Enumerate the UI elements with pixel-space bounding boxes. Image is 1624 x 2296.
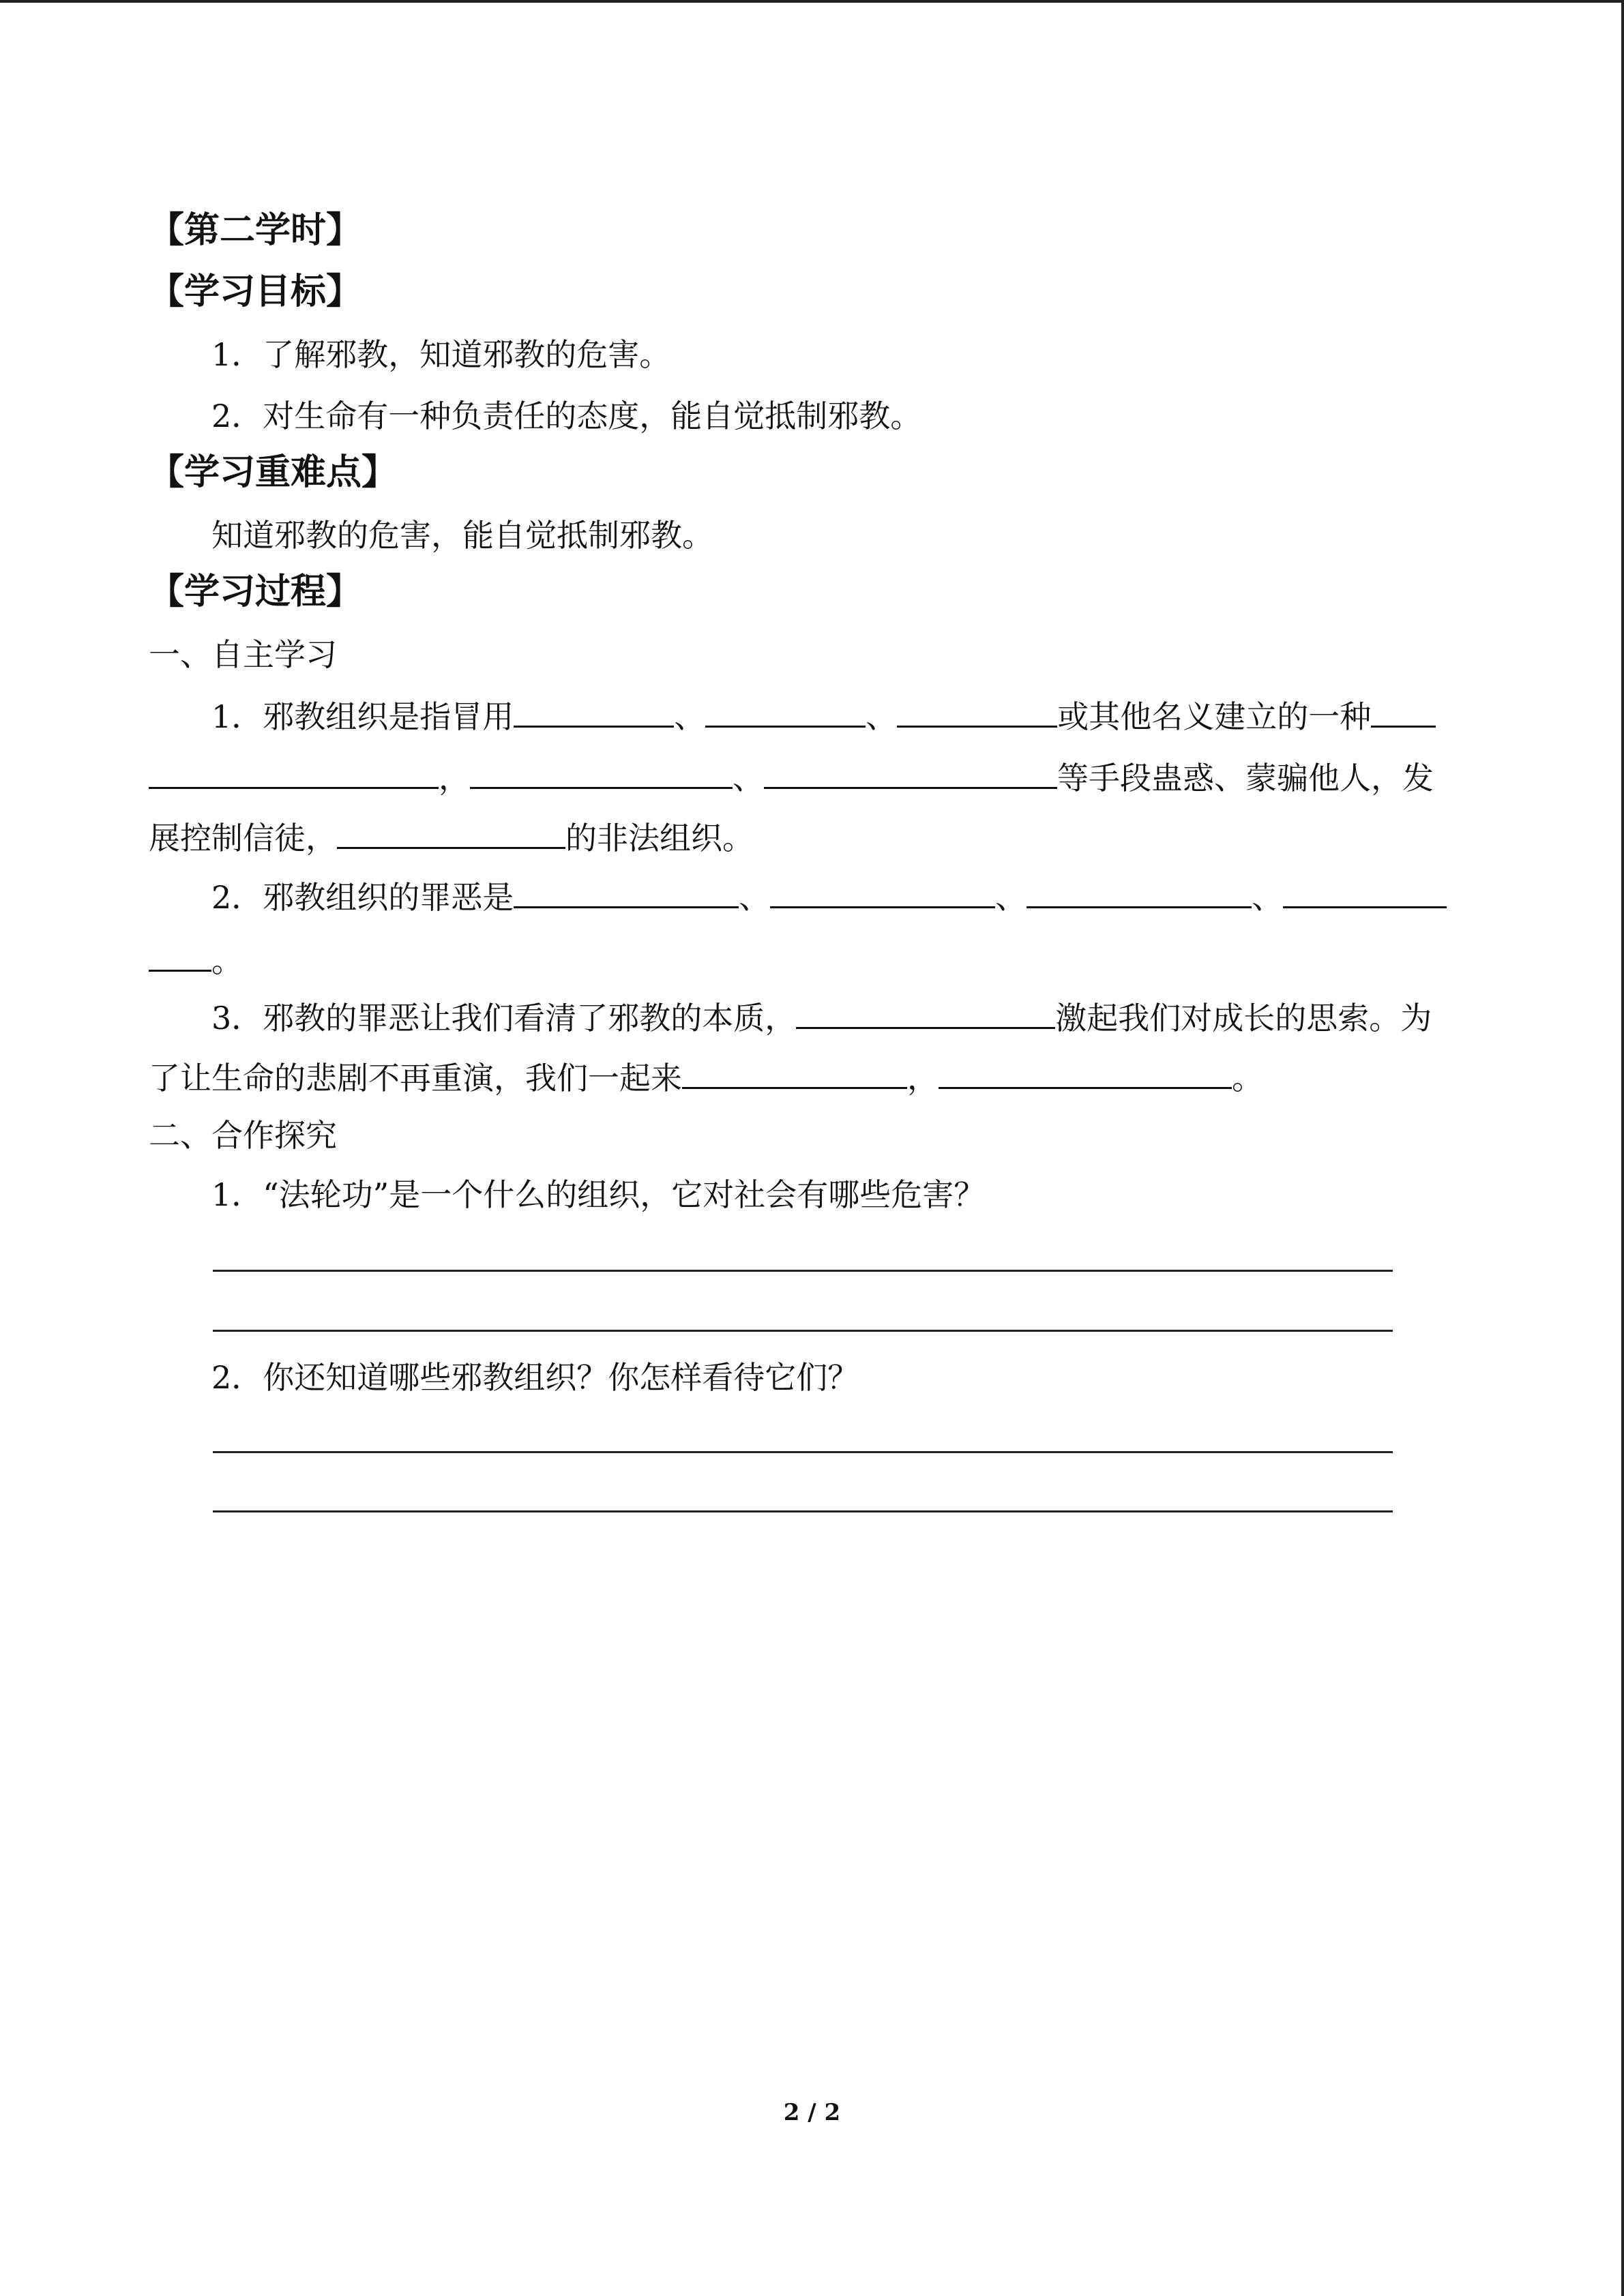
lesson-heading: 【第二学时】 xyxy=(149,209,362,251)
answer-line[interactable] xyxy=(213,1270,1393,1272)
answer-line[interactable] xyxy=(213,1510,1393,1512)
fill-blank[interactable] xyxy=(514,876,739,908)
goal-item: 1．了解邪教，知道邪教的危害。 xyxy=(211,336,671,373)
fill-blank[interactable] xyxy=(764,757,1057,789)
fill-blank[interactable] xyxy=(705,696,866,728)
question-1-line-3: 展控制信徒， 的非法组织。 xyxy=(149,817,754,859)
fill-blank[interactable] xyxy=(149,757,439,789)
question-1-line-2: ， 、 等手段蛊惑、蒙骗他人，发 xyxy=(149,757,1434,799)
fill-blank[interactable] xyxy=(939,1057,1232,1089)
fill-blank[interactable] xyxy=(682,1057,907,1089)
process-heading: 【学习过程】 xyxy=(149,571,362,612)
fill-blank[interactable] xyxy=(149,940,211,972)
question-3-line-2: 了让生命的悲剧不再重演，我们一起来 ， 。 xyxy=(149,1057,1263,1099)
answer-line[interactable] xyxy=(213,1451,1393,1453)
fill-blank[interactable] xyxy=(514,696,674,728)
coop-question-1: 1．“法轮功”是一个什么的组织，它对社会有哪些危害？ xyxy=(211,1176,986,1213)
answer-line[interactable] xyxy=(213,1330,1393,1332)
fill-blank[interactable] xyxy=(1371,696,1436,728)
fill-blank[interactable] xyxy=(897,696,1057,728)
fill-blank[interactable] xyxy=(1027,876,1252,908)
section-self-study: 一、自主学习 xyxy=(149,636,337,673)
fill-blank[interactable] xyxy=(1283,876,1447,908)
fill-blank[interactable] xyxy=(770,876,995,908)
fill-blank[interactable] xyxy=(470,757,733,789)
question-2-line-1: 2．邪教组织的罪恶是 、 、 、 xyxy=(211,876,1447,918)
section-cooperative: 二、合作探究 xyxy=(149,1117,337,1154)
question-2-line-2: 。 xyxy=(149,940,243,981)
key-points-text: 知道邪教的危害，能自觉抵制邪教。 xyxy=(211,517,713,554)
coop-question-2: 2．你还知道哪些邪教组织？你怎样看待它们？ xyxy=(211,1359,859,1396)
fill-blank[interactable] xyxy=(796,997,1055,1029)
page-number: 2 / 2 xyxy=(783,2099,841,2126)
question-1-line-1: 1．邪教组织是指冒用 、 、 或其他名义建立的一种 xyxy=(211,696,1436,737)
key-points-heading: 【学习重难点】 xyxy=(149,451,398,493)
goal-item: 2．对生命有一种负责任的态度，能自觉抵制邪教。 xyxy=(211,398,922,434)
goals-heading: 【学习目标】 xyxy=(149,271,362,312)
fill-blank[interactable] xyxy=(337,817,565,849)
question-3-line-1: 3．邪教的罪恶让我们看清了邪教的本质， 激起我们对成长的思索。为 xyxy=(211,997,1432,1039)
